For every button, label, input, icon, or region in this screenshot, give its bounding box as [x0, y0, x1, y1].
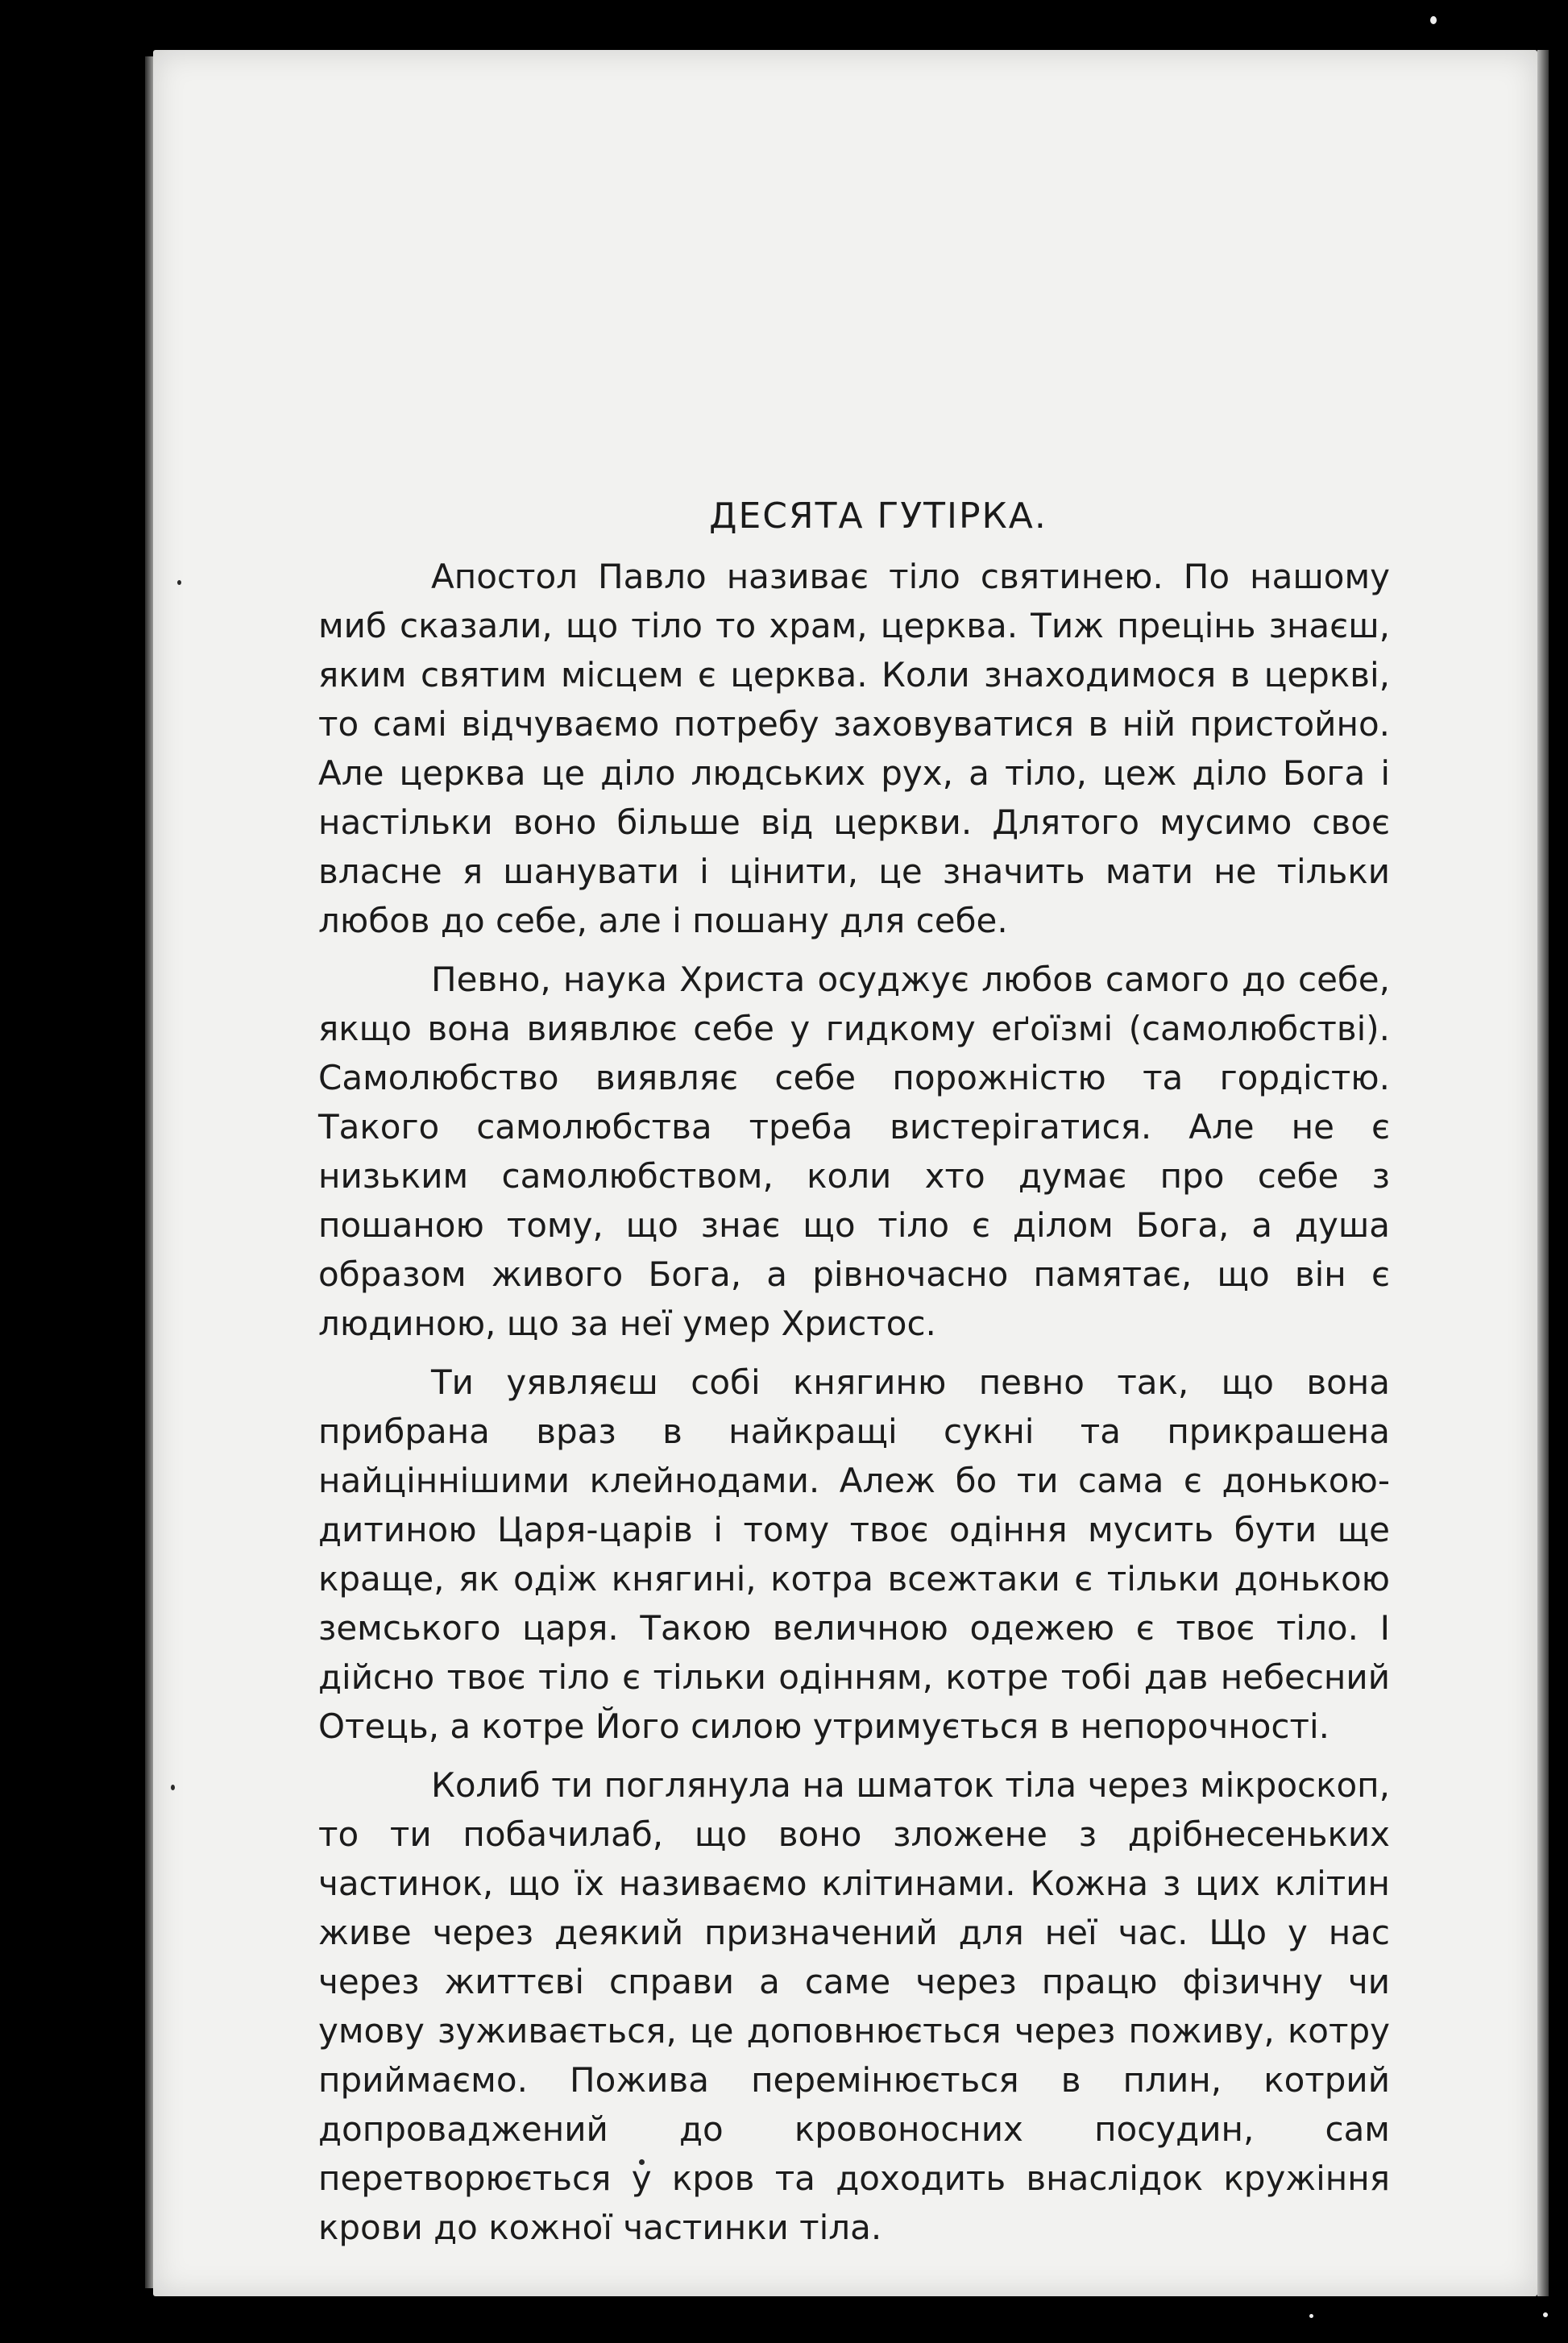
page-left-edge — [145, 56, 153, 2288]
page-speck — [177, 580, 181, 585]
paragraph-2: Певно, наука Христа осуджує любов самого до себе, якщо вона виявлює себе у гидкому еґоїзмі (самолюбстві). Самолюбство виявляє себе порожністю та гордістю. Такого самолюбства треба вистерігатися. Але не є низьким самолюбством, коли хто думає про себе з пошаною тому, що знає що тіло є ділом Бога, а душа образом живого Бога, а рівночасно памятає, що він є людиною, що за неї умер Христос. — [318, 960, 1390, 1343]
page-speck — [171, 1785, 175, 1790]
film-speck — [1309, 2314, 1313, 2318]
paragraph-3: Ти уявляєш собі княгиню певно так, що вона прибрана враз в найкращі сукні та прикрашена найціннішими клейнодами. Алеж бо ти сама є донькою- дитиною Царя-царів і тому твоє одіння мусить бути ще краще, як одіж княгині, котра всежтаки є тільки донькою земського царя. Такою величною одежею є твоє тіло. І дійсно твоє тіло є тільки одінням, котре тобі дав небесний Отець, а котре Його силою утримується в непорочності. — [318, 1362, 1390, 1746]
page-right-edge — [1537, 50, 1549, 2296]
chapter-title: ДЕСЯТА ГУТІРКА. — [709, 496, 1047, 537]
film-speck — [1430, 16, 1437, 24]
paragraph-1: Апостол Павло називає тіло святинею. По нашому миб сказали, що тіло то храм, церква. Тиж прецінь знаєш, яким святим місцем є церква. Коли знаходимося в церкві, то самі відчуваємо потребу заховуватися в ній пристойно. Але церква це діло людських рух, а тіло, цеж діло Бога і настільки воно більше від церкви. Длятого мусимо своє власне я шанувати і цінити, це значить мати не тільки любов до себе, але і пошану для себе. — [318, 557, 1390, 940]
paragraph-4: Колиб ти поглянула на шматок тіла через мікроскоп, то ти побачилаб, що воно зложене з дрібнесеньких частинок, що їх називаємо клітинами. Кожна з цих клітин живе через деякий призначений для неї час. Що у нас через життєві справи а саме через працю фізичну чи умову зуживається, це доповнюється через поживу, котру приймаємо. Пожива перемінюється в плин, котрий допроваджений до кровоносних посудин, сам перетворюється у кров та доходить внаслідок кружіння крови до кожної частинки тіла. — [318, 1765, 1390, 2247]
film-speck — [1543, 2312, 1548, 2317]
page-text — [318, 491, 1390, 2262]
